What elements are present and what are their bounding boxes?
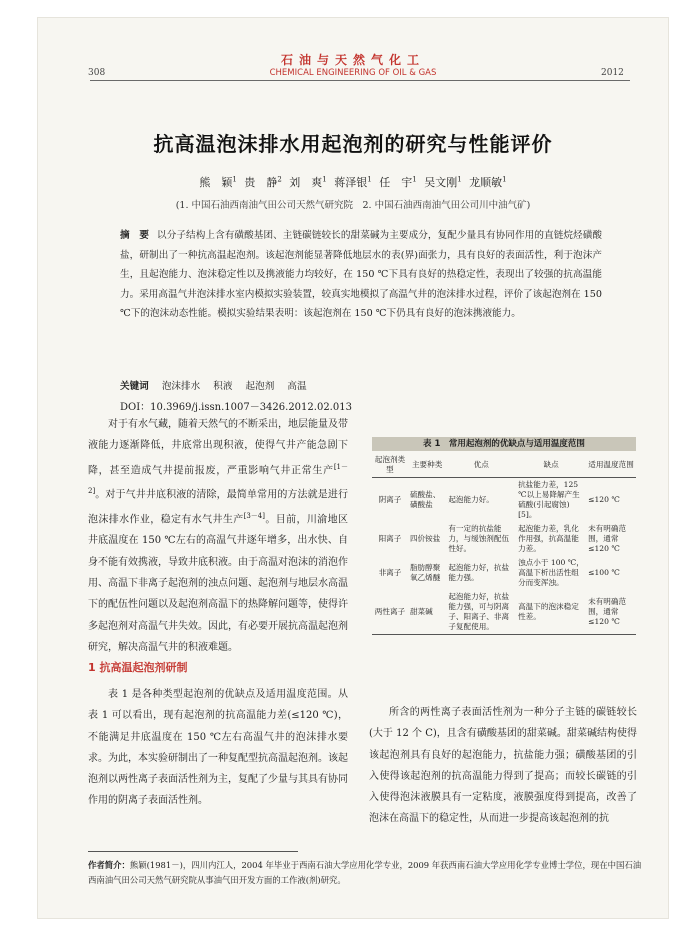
table-cell: 抗盐能力差，125 ℃以上易降解产生硫酸(引起腐蚀)[5]。 <box>518 480 580 519</box>
table-row <box>372 556 636 590</box>
keyword: 高温 <box>287 381 307 392</box>
table-cell: 起泡能力好。 <box>448 495 494 504</box>
author: 刘 爽$^1$ <box>289 175 327 189</box>
author: 任 宇$^1$ <box>379 175 417 189</box>
author: 吴文刚$^1$ <box>424 175 462 189</box>
table-cell: 阳离子 <box>378 534 402 543</box>
journal-title-zh: 石油与天然气化工 <box>280 53 425 67</box>
keywords <box>120 378 602 392</box>
table-row <box>372 478 636 523</box>
table-cell: 未有明确范围，通常≤120 ℃ <box>588 524 627 553</box>
table-cell: 硫酸盐、磺酸盐 <box>409 490 441 509</box>
keywords-label: 关键词 <box>120 381 149 392</box>
table-cell: 有一定的抗盐能力，与缓蚀剂配伍性好。 <box>448 524 510 553</box>
footnote-rule <box>88 851 298 852</box>
table-cell: ≤120 ℃ <box>588 495 620 504</box>
table-row <box>372 590 636 635</box>
footnote-text: 熊颖(1981－)，四川内江人，2004 年毕业于西南石油大学应用化学专业，2009 年获西南石油大学应用化学专业博士学位，现在中国石油西南油气田公司天然气研究院从事油气田开发方面的工作液(剂)研究。 <box>88 860 642 885</box>
citation: [1－2] <box>88 462 348 496</box>
table-cell: 起泡能力好，抗盐能力强，可与阴离子、阳离子、非离子复配使用。 <box>446 590 516 635</box>
table-header-cell: 主要种类 <box>408 453 446 478</box>
affiliations: (1. 中国石油西南油气田公司天然气研究院 2. 中国石油西南油气田公司川中油气矿) <box>175 200 531 211</box>
table-cell: 非离子 <box>378 568 402 577</box>
page <box>38 18 668 918</box>
abstract-label: 摘 要 <box>120 230 150 241</box>
abstract-text: 以分子结构上含有磺酸基团、主链碳链较长的甜菜碱为主要成分，复配少量具有协同作用的直链烷烃磺酸盐，研制出了一种抗高温起泡剂。该起泡剂能显著降低地层水的表(界)面张力，具有良好的表面活性，利于泡沫产生，且起泡能力、泡沫稳定性以及携液能力均较好，在 150 ℃下具有良好的热稳定性，表现出了较强的抗高温能力。采用高温气井泡沫排水室内模拟实验装置，较真实地模拟了高温气井的泡沫排水过程，评价了该起泡剂在 150 ℃下的泡沫动态性能。模拟实验结果表明：该起泡剂在 150 ℃下仍具有良好的泡沫携液能力。 <box>120 230 603 320</box>
table-cell: 高温下的泡沫稳定性差。 <box>516 590 586 635</box>
comparison-table <box>372 453 636 635</box>
author: 贵 静$^2$ <box>244 175 282 189</box>
keyword: 起泡剂 <box>245 381 275 392</box>
table-header-cell: 缺点 <box>516 453 586 478</box>
table-cell: 起泡能力好，抗盐能力强。 <box>448 563 510 582</box>
table-cell: 未有明确范围，通常≤120 ℃ <box>586 590 636 635</box>
table-header-cell: 优点 <box>446 453 516 478</box>
abstract <box>120 226 602 324</box>
table-cell: 脂肪醇聚氧乙烯醚 <box>409 563 441 582</box>
table-header-cell: 起泡剂类型 <box>372 453 408 478</box>
page-number: 308 <box>88 68 106 78</box>
footnote-label: 作者简介： <box>88 860 130 870</box>
author-list <box>38 174 668 190</box>
table-caption: 表 1 常用起泡剂的优缺点与适用温度范围 <box>372 437 636 451</box>
citation: [3－4] <box>243 511 265 520</box>
table-row <box>372 522 636 556</box>
table-header-cell: 适用温度范围 <box>586 453 636 478</box>
intro-paragraph: 对于有水气藏，随着天然气的不断采出，地层能量及带液能力逐渐降低，井底常出现积液，使得气井产能急剧下降，甚至造成气井提前报废，严重影响气井正常生产[1－2]。对于气井井底积液的清除，最简单常用的方法就是进行泡沫排水作业，稳定有水气井生产[3－4]。目前，川渝地区井底温度在 150 ℃左右的高温气井逐年增多，出水快、自身不能有效携液，导致井底积液。由于高温对泡沫的消泡作用、高温下非离子起泡剂的浊点问题、起泡剂与地层水高温下的配伍性问题以及起泡剂高温下的热降解问题等，使得许多起泡剂对高温气井失效。因此，有必要开展抗高温起泡剂研究，解决高温气井的积液难题。 <box>88 419 348 653</box>
header-rule <box>90 80 630 81</box>
right-column-paragraph: 所含的两性离子表面活性剂为一种分子主链的碳链较长(大于 12 个 C)，且含有磺酸基团的甜菜碱。甜菜碱结构使得该起泡剂具有良好的起泡能力，抗盐能力强；磺酸基团的引入使得该起泡剂的抗高温能力得到了提高；而较长碳链的引入使得泡沫液膜具有一定粘度，液膜强度得到提高，改善了泡沫在高温下的稳定性，从而进一步提高该起泡剂的抗 <box>369 707 637 825</box>
author: 熊 颖$^1$ <box>199 175 237 189</box>
table-cell: 浊点小于 100 ℃，高温下析出活性组分而变浑浊。 <box>518 558 584 587</box>
table-cell: 起泡能力差，乳化作用强，抗高温能力差。 <box>518 524 579 553</box>
table-cell: 阴离子 <box>378 495 402 504</box>
table-cell: 四价铵盐 <box>409 534 441 543</box>
keyword: 积液 <box>213 381 233 392</box>
table-cell: 甜菜碱 <box>408 590 446 635</box>
doi: DOI：10.3969/j.issn.1007－3426.2012.02.013 <box>120 402 352 413</box>
author: 龙顺敏$^1$ <box>469 175 507 189</box>
table-cell: ≤100 ℃ <box>588 568 620 577</box>
article-title: 抗高温泡沫排水用起泡剂的研究与性能评价 <box>153 132 553 156</box>
issue-year: 2012 <box>601 68 624 78</box>
table-cell: 两性离子 <box>372 590 408 635</box>
author-bio-footnote <box>88 858 648 888</box>
keyword: 泡沫排水 <box>161 381 201 392</box>
journal-title-en: CHEMICAL ENGINEERING OF OIL & GAS <box>269 68 437 78</box>
author: 蒋泽银$^1$ <box>334 175 372 189</box>
section-paragraph: 表 1 是各种类型起泡剂的优缺点及适用温度范围。从表 1 可以看出，现有起泡剂的抗高温能力差(≤120 ℃)，不能满足井底温度在 150 ℃左右高温气井的泡沫排水要求。为此，本实验研制出了一种复配型抗高温起泡剂。该起泡剂以两性离子表面活性剂为主，复配了少量与其具有协同作用的阴离子表面活性剂。 <box>88 689 348 807</box>
section-heading: 1 抗高温起泡剂研制 <box>88 661 188 674</box>
table-header-row <box>372 453 636 478</box>
